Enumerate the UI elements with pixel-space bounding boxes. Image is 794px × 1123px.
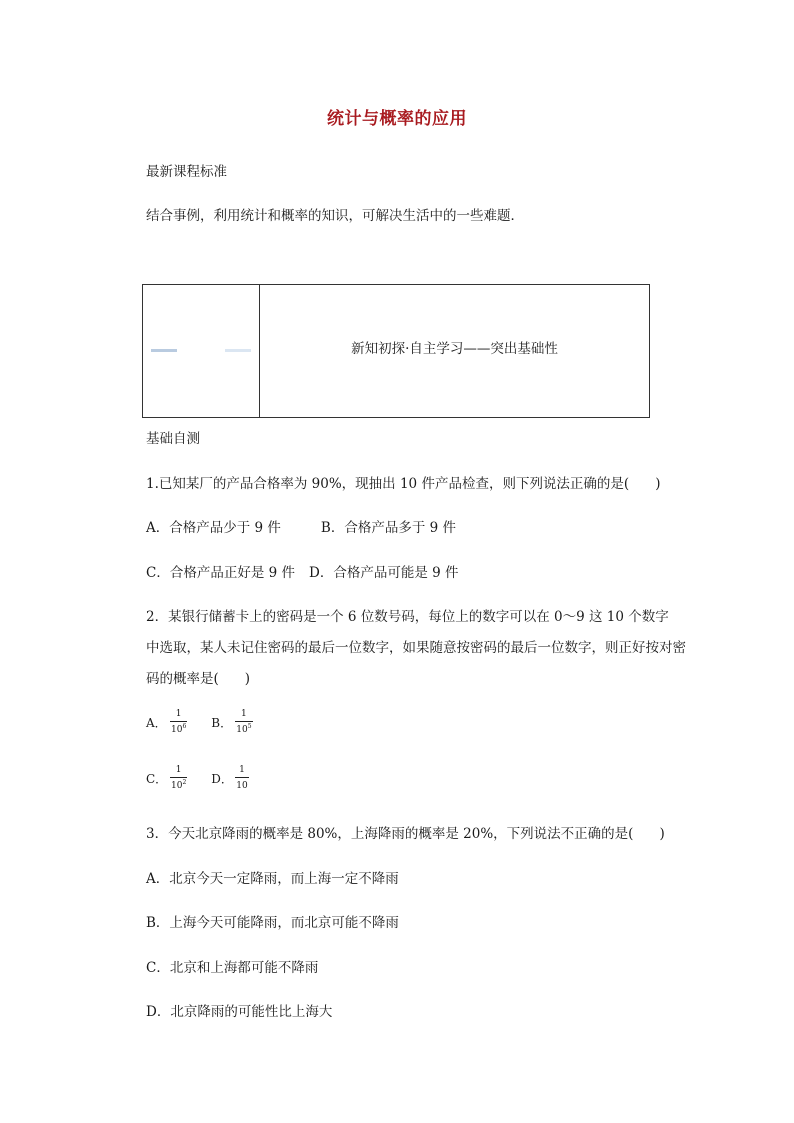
question-1-text: 1.已知某厂的产品合格率为 90%，现抽出 10 件产品检查，则下列说法正确的是( xyxy=(146,476,630,492)
option-3d: D．北京降雨的可能性比上海大 xyxy=(146,1004,333,1020)
option-1a: A．合格产品少于 9 件 xyxy=(146,520,281,536)
option-2b-fraction xyxy=(235,710,252,735)
fraction-numerator: 1 xyxy=(239,765,245,775)
option-1c: C．合格产品正好是 9 件 xyxy=(146,565,296,581)
question-2-text: 码的概率是( xyxy=(146,671,219,687)
option-2b-label: B． xyxy=(211,716,233,730)
question-2-line-2: 中选取，某人未记住密码的最后一位数字，如果随意按密码的最后一位数字，则正好按对密 xyxy=(146,640,686,656)
fraction-numerator: 1 xyxy=(175,709,182,719)
question-2-options-ab xyxy=(146,710,277,735)
option-2a-label: A． xyxy=(146,716,167,730)
fraction-denominator: $10^2$ xyxy=(171,779,187,791)
standard-text: 结合事例，利用统计和概率的知识，可解决生活中的一些难题． xyxy=(146,208,524,224)
option-2d-label: D． xyxy=(211,772,233,786)
fraction-numerator: 1 xyxy=(175,765,182,775)
banner-text: 新知初探·自主学习——突出基础性 xyxy=(351,341,558,357)
fraction-denominator: 10 xyxy=(235,777,248,791)
question-2-line-3 xyxy=(146,667,250,687)
question-1-options-ab xyxy=(146,516,456,536)
banner-box xyxy=(142,284,650,418)
question-1-close: ) xyxy=(655,476,661,492)
option-2c-fraction xyxy=(170,766,187,791)
question-3-stem xyxy=(146,822,665,842)
fraction-numerator: 1 xyxy=(241,709,247,719)
question-1-options-cd xyxy=(146,561,459,581)
option-2c-label: C． xyxy=(146,772,168,786)
decorative-line xyxy=(151,349,177,352)
question-2-options-cd xyxy=(146,766,273,791)
option-3a: A．北京今天一定降雨，而上海一定不降雨 xyxy=(146,871,399,887)
question-2-close: ) xyxy=(244,671,251,687)
question-3-text: 3．今天北京降雨的概率是 80%，上海降雨的概率是 20%，下列说法不正确的是( xyxy=(146,826,634,842)
question-1-stem xyxy=(146,472,661,492)
question-2-line-1: 2．某银行储蓄卡上的密码是一个 6 位数号码，每位上的数字可以在 0～9 这 10 个数字 xyxy=(146,609,669,625)
decorative-line xyxy=(225,349,251,352)
option-1b: B．合格产品多于 9 件 xyxy=(320,520,457,536)
option-3c: C．北京和上海都可能不降雨 xyxy=(146,960,319,976)
page-title: 统计与概率的应用 xyxy=(327,109,467,129)
section-heading-standard: 最新课程标准 xyxy=(146,164,227,180)
question-3-close: ) xyxy=(659,826,665,842)
option-2a-fraction xyxy=(170,710,187,735)
section-heading-test: 基础自测 xyxy=(146,431,200,447)
fraction-denominator: $10^5$ xyxy=(236,723,252,735)
option-1d: D．合格产品可能是 9 件 xyxy=(309,565,459,581)
option-2d-fraction xyxy=(235,766,248,791)
option-3b: B．上海今天可能降雨，而北京可能不降雨 xyxy=(146,915,399,931)
fraction-denominator: $10^6$ xyxy=(171,723,187,735)
